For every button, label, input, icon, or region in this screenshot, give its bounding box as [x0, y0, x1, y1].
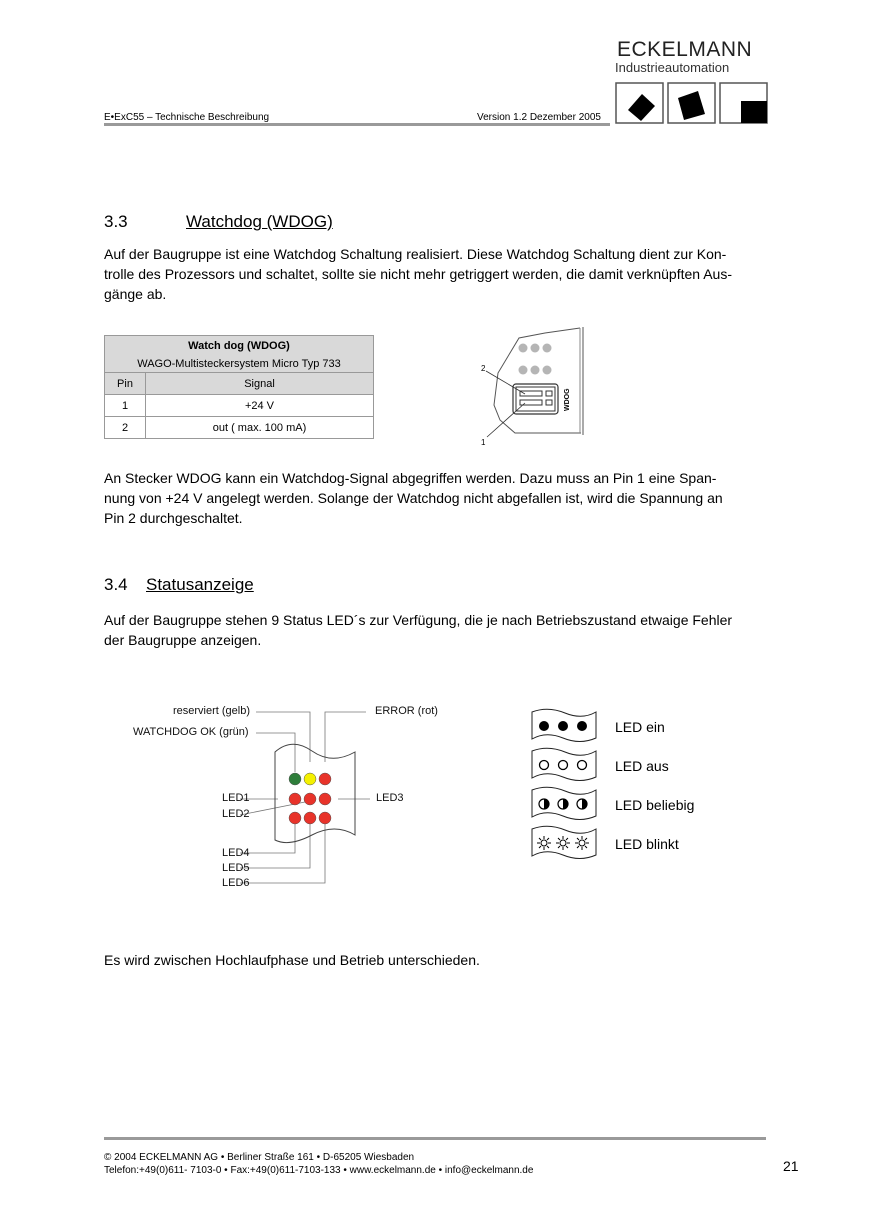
label-led6: LED6 [222, 877, 250, 889]
legend-label: LED blinkt [615, 836, 679, 852]
wdog-label: WDOG [564, 388, 571, 411]
led-legend [530, 708, 730, 868]
label-led3: LED3 [376, 792, 404, 804]
text-line: Pin 2 durchgeschaltet. [104, 510, 243, 526]
header-divider [104, 123, 610, 126]
section-number: 3.4 [104, 575, 128, 594]
logo-subtitle: Industrieautomation [615, 60, 730, 75]
text-line: gänge ab. [104, 286, 167, 302]
label-reserved: reserviert (gelb) [173, 705, 251, 717]
text-line: trolle des Prozessors und schaltet, sollte sie nicht mehr getriggert werden, die damit verknüpften Aus- [104, 266, 732, 282]
section-body [104, 468, 766, 528]
led-status-diagram [120, 695, 460, 895]
legend-symbol-off-icon [532, 748, 596, 780]
pin-1-label: 1 [481, 438, 486, 447]
logo-name: ECKELMANN [617, 38, 753, 61]
table-row [105, 417, 374, 439]
text-line: nung von +24 V angelegt werden. Solange der Watchdog nicht abgefallen ist, wird die Spannung an [104, 490, 723, 506]
table-row [105, 395, 374, 417]
watchdog-led [289, 773, 301, 785]
label-error: ERROR (rot) [375, 705, 438, 717]
legend-label: LED ein [615, 719, 665, 735]
wdog-pin-table [104, 335, 374, 439]
text-line: An Stecker WDOG kann ein Watchdog-Signal abgegriffen werden. Dazu muss an Pin 1 eine Span- [104, 470, 717, 486]
signal-cell: +24 V [146, 395, 374, 417]
column-header-signal: Signal [146, 373, 374, 395]
text-line: Auf der Baugruppe ist eine Watchdog Schaltung realisiert. Diese Watchdog Schaltung dient zur Kon- [104, 246, 727, 262]
label-led4: LED4 [222, 847, 250, 859]
signal-cell: out ( max. 100 mA) [146, 417, 374, 439]
section-number: 3.3 [104, 212, 128, 231]
wdog-connector-diagram [475, 325, 595, 450]
legend-symbol-any-icon [532, 787, 596, 819]
label-watchdog-ok: WATCHDOG OK (grün) [133, 726, 249, 738]
legend-label: LED beliebig [615, 797, 695, 813]
label-led2: LED2 [222, 808, 250, 820]
page-number: 21 [783, 1158, 799, 1174]
table-subtitle: WAGO-Multisteckersystem Micro Typ 733 [105, 356, 374, 373]
table-title: Watch dog (WDOG) [105, 336, 374, 357]
section-title: Watchdog (WDOG) [186, 212, 333, 231]
label-led1: LED1 [222, 792, 250, 804]
section-title: Statusanzeige [146, 575, 254, 594]
legend-symbol-blink-icon [532, 826, 596, 858]
pin-2-label: 2 [481, 364, 486, 373]
error-led [319, 773, 331, 785]
legend-label: LED aus [615, 758, 669, 774]
text-line: der Baugruppe anzeigen. [104, 632, 262, 648]
document-title: E•ExC55 – Technische Beschreibung [104, 112, 270, 123]
column-header-pin: Pin [105, 373, 146, 395]
logo-squares-icon [615, 82, 768, 124]
reserved-led [304, 773, 316, 785]
footer-divider [104, 1137, 766, 1140]
label-led5: LED5 [222, 862, 250, 874]
pin-cell: 2 [105, 417, 146, 439]
closing-text: Es wird zwischen Hochlaufphase und Betrieb unterschieden. [104, 952, 480, 968]
section-intro [104, 610, 766, 650]
text-line: Auf der Baugruppe stehen 9 Status LED´s zur Verfügung, die je nach Betriebszustand etwaige Fehler [104, 612, 733, 628]
pin-cell: 1 [105, 395, 146, 417]
section-intro [104, 244, 766, 304]
footer-address: © 2004 ECKELMANN AG • Berliner Straße 161 • D-65205 Wiesbaden [104, 1152, 415, 1163]
document-version: Version 1.2 Dezember 2005 [477, 112, 601, 123]
footer-contact: Telefon:+49(0)611- 7103-0 • Fax:+49(0)611-7103-133 • www.eckelmann.de • info@eckelmann.de [104, 1165, 534, 1176]
legend-symbol-on-icon [532, 709, 596, 741]
